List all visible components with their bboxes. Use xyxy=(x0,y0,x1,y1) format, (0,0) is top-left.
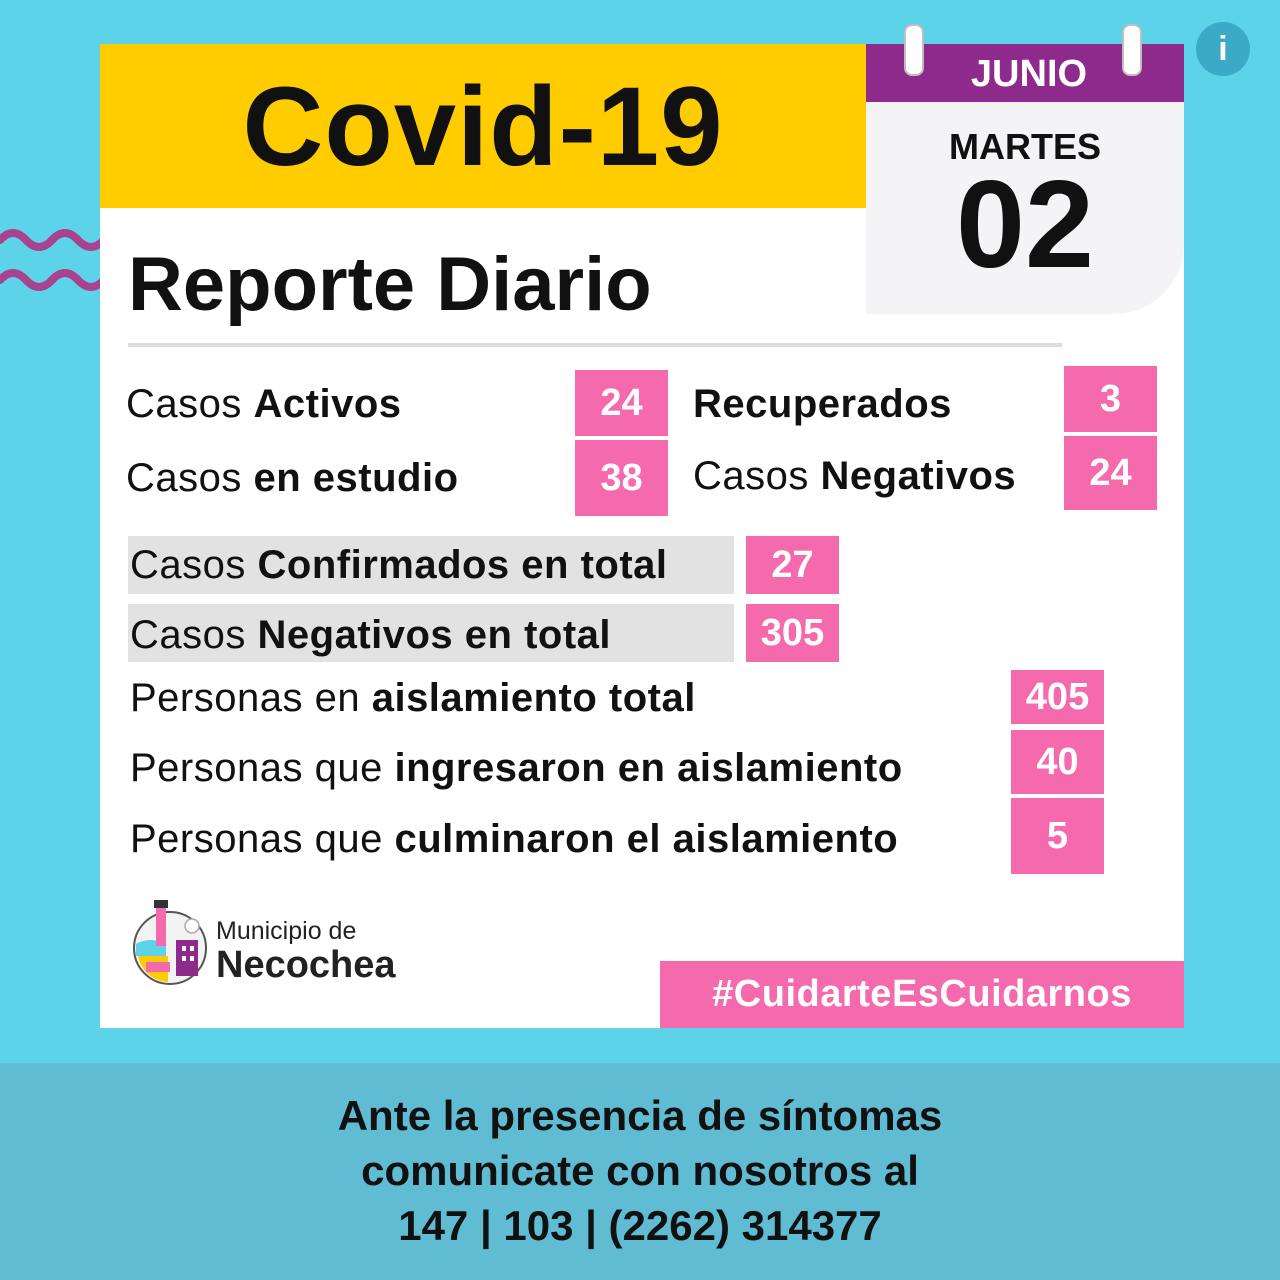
stat-value-culminaron: 5 xyxy=(1011,798,1104,874)
necochea-logo-icon xyxy=(130,896,210,988)
footer-line-2: comunicate con nosotros al xyxy=(361,1147,919,1194)
stat-value-aislamiento-total: 405 xyxy=(1011,670,1104,724)
calendar-day: 02 xyxy=(956,156,1094,294)
calendar-month: JUNIO xyxy=(970,52,1088,95)
hashtag-banner: #CuidarteEsCuidarnos xyxy=(660,961,1184,1028)
stat-value-ingresaron: 40 xyxy=(1011,730,1104,794)
stat-label-en-estudio: Casos en estudio xyxy=(126,456,459,500)
stat-value-negativos-total: 305 xyxy=(746,604,839,662)
stat-label-recuperados: Recuperados xyxy=(693,382,952,426)
stat-label-activos: Casos Activos xyxy=(126,382,402,426)
footer-contact xyxy=(0,1088,1280,1253)
stat-value-activos: 24 xyxy=(575,370,668,436)
stat-label-culminaron: Personas que culminaron el aislamiento xyxy=(130,817,899,861)
report-subtitle: Reporte Diario xyxy=(128,242,652,327)
divider xyxy=(128,343,1062,347)
footer-line-1: Ante la presencia de síntomas xyxy=(337,1092,943,1139)
logo-necochea-text: Necochea xyxy=(216,944,396,986)
stat-label-negativos-total: Casos Negativos en total xyxy=(128,604,734,662)
stat-label-ingresaron: Personas que ingresaron en aislamiento xyxy=(130,746,903,790)
stat-label-confirmados-total: Casos Confirmados en total xyxy=(128,536,734,594)
stat-value-confirmados-total: 27 xyxy=(746,536,839,594)
stat-value-en-estudio: 38 xyxy=(575,440,668,516)
stat-value-negativos: 24 xyxy=(1064,436,1157,510)
calendar-weekday: MARTES xyxy=(949,126,1101,167)
calendar-ring-left xyxy=(904,24,924,76)
stat-value-recuperados: 3 xyxy=(1064,366,1157,432)
stat-label-negativos: Casos Negativos xyxy=(693,454,1017,498)
page-title: Covid-19 xyxy=(242,63,724,189)
footer-line-3: 147 | 103 | (2262) 314377 xyxy=(398,1202,882,1249)
logo-municipio-text: Municipio de xyxy=(216,917,357,945)
stat-label-aislamiento-total: Personas en aislamiento total xyxy=(130,676,696,720)
wave-decoration xyxy=(0,222,104,306)
calendar-ring-right xyxy=(1122,24,1142,76)
info-icon[interactable]: i xyxy=(1196,22,1250,76)
